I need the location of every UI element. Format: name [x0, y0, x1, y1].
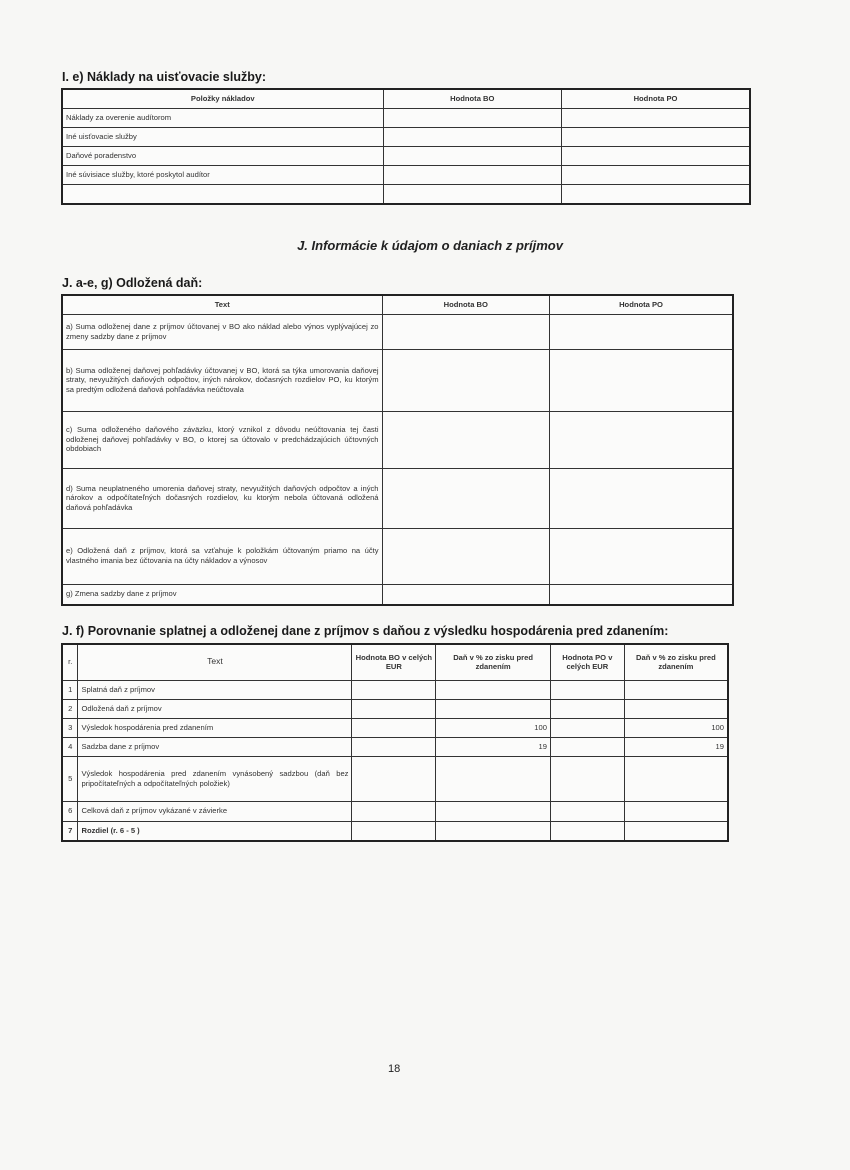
table-row	[62, 146, 750, 165]
table-row	[62, 528, 733, 584]
value-cell[interactable]: 19	[436, 737, 551, 756]
value-cell[interactable]	[550, 584, 733, 605]
table-row	[62, 411, 733, 468]
value-cell[interactable]	[382, 349, 550, 411]
table-row	[62, 821, 728, 841]
value-cell[interactable]	[550, 821, 624, 841]
table-row	[62, 165, 750, 184]
table-header	[62, 644, 728, 680]
row-number: 3	[62, 718, 78, 737]
value-cell[interactable]	[383, 165, 561, 184]
table-row	[62, 468, 733, 528]
table-row	[62, 584, 733, 605]
row-label: Iné uisťovacie služby	[62, 127, 383, 146]
section-jf-title: J. f) Porovnanie splatnej a odloženej dane z príjmov s daňou z výsledku hospodárenia pred zdanením:	[62, 624, 669, 638]
table-row	[62, 718, 728, 737]
header-cell: r.	[62, 644, 78, 680]
row-label: Výsledok hospodárenia pred zdanením	[78, 718, 352, 737]
value-cell[interactable]	[352, 699, 436, 718]
value-cell[interactable]	[550, 699, 624, 718]
value-cell[interactable]	[550, 528, 733, 584]
value-cell[interactable]: 100	[436, 718, 551, 737]
page-number: 18	[388, 1063, 401, 1075]
value-cell[interactable]	[550, 718, 624, 737]
value-cell[interactable]	[562, 127, 750, 146]
audit-costs-table	[61, 88, 751, 205]
header-cell: Daň v % zo zisku pred zdanením	[624, 644, 728, 680]
table-header	[62, 89, 750, 108]
value-cell[interactable]	[550, 801, 624, 821]
value-cell[interactable]	[352, 756, 436, 801]
value-cell[interactable]	[382, 584, 550, 605]
table-row	[62, 680, 728, 699]
row-label: a) Suma odloženej dane z príjmov účtovanej v BO ako náklad alebo výnos vyplývajúcej zo zmeny sadzby dane z príjmov	[62, 314, 382, 349]
value-cell[interactable]: 19	[624, 737, 728, 756]
value-cell[interactable]	[436, 801, 551, 821]
row-label: g) Zmena sadzby dane z príjmov	[62, 584, 382, 605]
value-cell[interactable]	[352, 680, 436, 699]
value-cell[interactable]	[624, 680, 728, 699]
value-cell[interactable]	[550, 756, 624, 801]
row-number: 5	[62, 756, 78, 801]
value-cell[interactable]	[352, 801, 436, 821]
row-label: Rozdiel (r. 6 - 5 )	[78, 821, 352, 841]
header-cell: Hodnota BO v celých EUR	[352, 644, 436, 680]
header-cell: Daň v % zo zisku pred zdanením	[436, 644, 551, 680]
value-cell[interactable]	[624, 801, 728, 821]
header-cell: Text	[62, 295, 382, 314]
header-cell: Text	[78, 644, 352, 680]
value-cell[interactable]	[352, 737, 436, 756]
value-cell[interactable]	[382, 468, 550, 528]
row-number: 4	[62, 737, 78, 756]
value-cell[interactable]	[550, 349, 733, 411]
row-number: 2	[62, 699, 78, 718]
value-cell[interactable]	[383, 108, 561, 127]
row-label: Výsledok hospodárenia pred zdanením vynásobený sadzbou (daň bez pripočítateľných a odpočítateľných položiek)	[78, 756, 352, 801]
value-cell[interactable]	[382, 528, 550, 584]
value-cell[interactable]	[383, 127, 561, 146]
table-row	[62, 699, 728, 718]
header-cell: Položky nákladov	[62, 89, 383, 108]
row-number: 1	[62, 680, 78, 699]
tax-comparison-table	[61, 643, 729, 842]
row-label: Odložená daň z príjmov	[78, 699, 352, 718]
value-cell[interactable]	[624, 699, 728, 718]
row-label: Celková daň z príjmov vykázané v závierke	[78, 801, 352, 821]
value-cell[interactable]: 100	[624, 718, 728, 737]
value-cell[interactable]	[383, 146, 561, 165]
value-cell[interactable]	[562, 146, 750, 165]
row-label: b) Suma odloženej daňovej pohľadávky účtovanej v BO, ktorá sa týka umorovania daňovej straty, nevyužitých daňových odpočtov, iných nárokov, dočasných rozdielov PO, ku ktorým sa predtým odložená daňová pohľadávka neúčtovala	[62, 349, 382, 411]
table-row	[62, 737, 728, 756]
row-label: Sadzba dane z príjmov	[78, 737, 352, 756]
value-cell[interactable]	[550, 411, 733, 468]
header-cell: Hodnota BO	[382, 295, 550, 314]
row-label	[62, 184, 383, 204]
table-row	[62, 349, 733, 411]
header-cell: Hodnota PO	[562, 89, 750, 108]
value-cell[interactable]	[550, 468, 733, 528]
header-cell: Hodnota PO v celých EUR	[550, 644, 624, 680]
row-label: Splatná daň z príjmov	[78, 680, 352, 699]
section-j-title: J. Informácie k údajom o daniach z príjmov	[297, 238, 563, 253]
row-label: Daňové poradenstvo	[62, 146, 383, 165]
table-row	[62, 127, 750, 146]
row-number: 6	[62, 801, 78, 821]
value-cell[interactable]	[436, 821, 551, 841]
value-cell[interactable]	[562, 184, 750, 204]
value-cell[interactable]	[436, 680, 551, 699]
table-row	[62, 314, 733, 349]
value-cell[interactable]	[624, 821, 728, 841]
value-cell[interactable]	[382, 411, 550, 468]
section-ie-title: I. e) Náklady na uisťovacie služby:	[62, 70, 266, 84]
row-label: Iné súvisiace služby, ktoré poskytol audítor	[62, 165, 383, 184]
header-cell: Hodnota PO	[550, 295, 733, 314]
value-cell[interactable]	[550, 680, 624, 699]
table-row	[62, 184, 750, 204]
row-label: d) Suma neuplatneného umorenia daňovej straty, nevyužitých daňových odpočtov a iných nárokov a odpočítateľných dočasných rozdielov, ku ktorým nebola účtovaná odložená daňová pohľadávka	[62, 468, 382, 528]
row-label: c) Suma odloženého daňového záväzku, ktorý vznikol z dôvodu neúčtovania tej časti odloženej daňovej pohľadávky v BO, o ktorej sa účtovalo v predchádzajúcich účtovných obdobiach	[62, 411, 382, 468]
row-label: Náklady za overenie audítorom	[62, 108, 383, 127]
value-cell[interactable]	[550, 737, 624, 756]
row-label: e) Odložená daň z príjmov, ktorá sa vzťahuje k položkám účtovaným priamo na účty vlastného imania bez účtovania na účty nákladov a výnosov	[62, 528, 382, 584]
value-cell[interactable]	[436, 699, 551, 718]
section-jaeg-title: J. a-e, g) Odložená daň:	[62, 276, 203, 290]
table-header	[62, 295, 733, 314]
header-cell: Hodnota BO	[383, 89, 561, 108]
table-row	[62, 108, 750, 127]
value-cell[interactable]	[352, 821, 436, 841]
value-cell[interactable]	[382, 314, 550, 349]
table-row	[62, 801, 728, 821]
value-cell[interactable]	[436, 756, 551, 801]
value-cell[interactable]	[383, 184, 561, 204]
row-number: 7	[62, 821, 78, 841]
value-cell[interactable]	[562, 108, 750, 127]
table-row	[62, 756, 728, 801]
deferred-tax-table	[61, 294, 734, 606]
value-cell[interactable]	[562, 165, 750, 184]
value-cell[interactable]	[352, 718, 436, 737]
value-cell[interactable]	[624, 756, 728, 801]
value-cell[interactable]	[550, 314, 733, 349]
